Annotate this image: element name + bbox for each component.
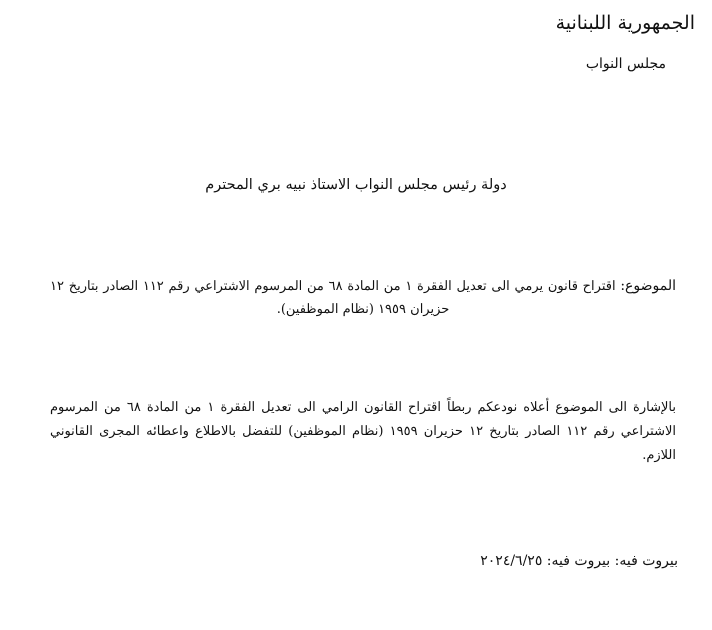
subject-paragraph [50, 275, 676, 321]
parliament-heading: مجلس النواب [585, 56, 666, 72]
subject-label: الموضوع: [620, 278, 676, 294]
republic-heading: الجمهورية اللبنانية [555, 12, 695, 34]
place-date-line: بيروت فيه: بيروت فيه: ٢٠٢٤/٦/٢٥ [480, 553, 678, 569]
addressee-line: دولة رئيس مجلس النواب الاستاذ نبيه بري المحترم [205, 177, 507, 193]
body-paragraph: بالإشارة الى الموضوع أعلاه نودعكم ربطاً اقتراح القانون الرامي الى تعديل الفقرة ١ من المادة ٦٨ من المرسوم الاشتراعي رقم ١١٢ الصادر بتاريخ ١٢ حزيران ١٩٥٩ (نظام الموظفين) للتفضل بالاطلاع واعطائه المجرى القانوني اللازم. [50, 400, 677, 463]
subject-text: اقتراح قانون يرمي الى تعديل الفقرة ١ من المادة ٦٨ من المرسوم الاشتراعي رقم ١١٢ الصادر بتاريخ ١٢ حزيران ١٩٥٩ (نظام الموظفين). [50, 279, 616, 317]
